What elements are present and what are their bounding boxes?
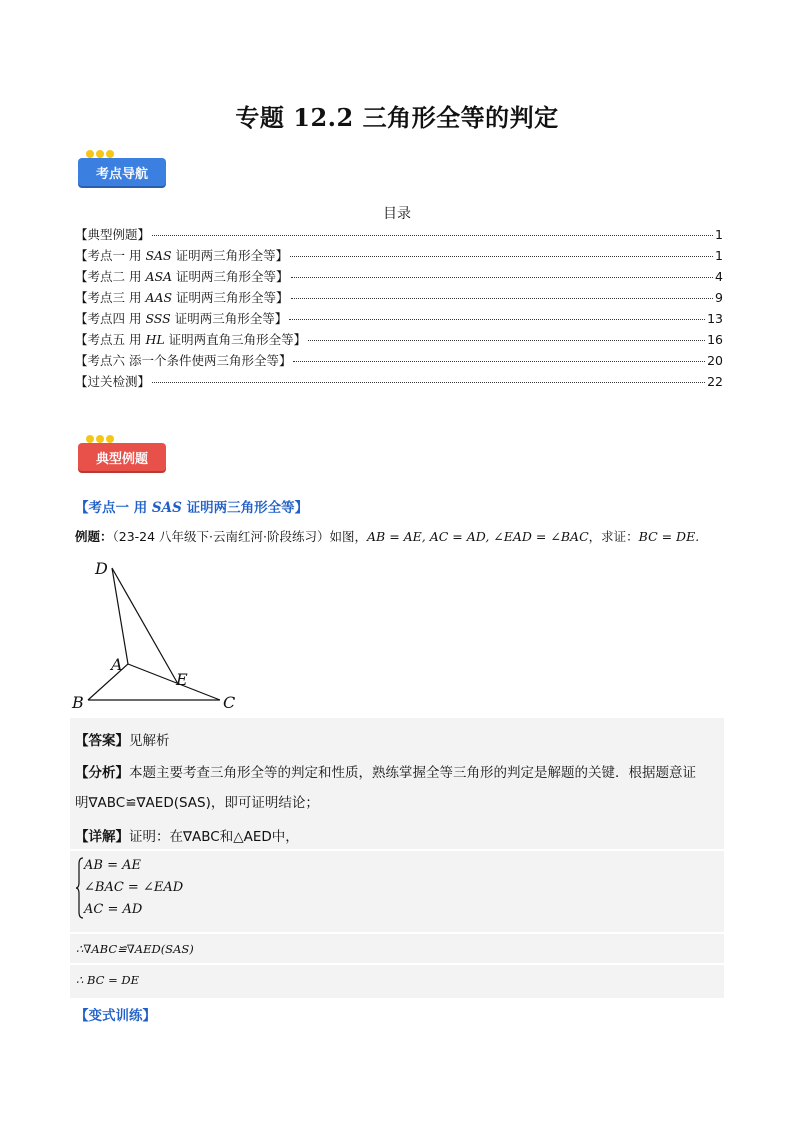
example-condition: AB = AE, AC = AD, ∠EAD = ∠BAC — [367, 529, 589, 544]
example-goal: BC = DE. — [638, 529, 700, 544]
analysis-line-1: 【分析】本题主要考查三角形全等的判定和性质，熟练掌握全等三角形的判定是解题的关键．根据题意证 — [75, 765, 696, 781]
nav-badge — [78, 158, 166, 186]
section-heading: 【考点一 用 SAS 证明两三角形全等】 — [75, 500, 309, 516]
examples-badge-label: 典型例题 — [95, 451, 148, 467]
point-label-B: B — [72, 693, 84, 712]
table-of-contents — [75, 225, 723, 393]
dot-leader — [291, 277, 713, 278]
toc-entry[interactable]: 【考点六 添一个条件使两三角形全等】 20 — [75, 353, 723, 368]
toc-entry[interactable]: 【考点二 用 ASA 证明两三角形全等】 4 — [75, 269, 723, 284]
equation-row: AC = AD — [84, 902, 143, 917]
divider — [70, 963, 724, 965]
segment-AC — [128, 664, 220, 700]
toc-page-number: 1 — [715, 248, 723, 263]
dot-leader — [289, 319, 705, 320]
toc-entry[interactable]: 【考点三 用 AAS 证明两三角形全等】 9 — [75, 290, 723, 305]
conclusion-result: ∴ BC = DE — [76, 973, 139, 987]
dot-leader — [152, 235, 713, 236]
dot-leader — [308, 340, 705, 341]
dot-leader — [293, 361, 705, 362]
toc-entry[interactable]: 【过关检测】 22 — [75, 374, 723, 389]
triangle-figure — [68, 556, 248, 716]
equation-row: ∠BAC = ∠EAD — [84, 880, 184, 895]
brace-icon — [76, 856, 84, 920]
conclusion-congruence: ∴∇ABC≌∇AED(SAS) — [76, 942, 194, 956]
divider — [70, 932, 724, 934]
toc-page-number: 4 — [715, 269, 723, 284]
toc-page-number: 20 — [707, 353, 723, 368]
toc-page-number: 16 — [707, 332, 723, 347]
point-label-C: C — [223, 693, 236, 712]
page-title: 专题 12.2 三角形全等的判定 — [235, 103, 559, 132]
dot-leader — [291, 298, 713, 299]
answer-line: 【答案】见解析 — [75, 733, 170, 749]
dots-icon — [86, 150, 114, 158]
toc-page-number: 1 — [715, 227, 723, 242]
divider — [70, 849, 724, 851]
answer-box — [70, 718, 724, 998]
dot-leader — [290, 256, 713, 257]
point-label-D: D — [95, 559, 108, 578]
toc-heading: 目录 — [383, 206, 411, 222]
toc-entry[interactable]: 【考点一 用 SAS 证明两三角形全等】 1 — [75, 248, 723, 263]
example-statement: 例题：（23-24 八年级下·云南红河·阶段练习）如图，AB = AE, AC = AD, ∠EAD = ∠BAC，求证：BC = DE. — [75, 529, 700, 544]
toc-page-number: 22 — [707, 374, 723, 389]
toc-entry[interactable]: 【典型例题】 1 — [75, 227, 723, 242]
point-label-E: E — [176, 670, 188, 689]
equation-row: AB = AE — [84, 858, 141, 873]
toc-entry[interactable]: 【考点五 用 HL 证明两直角三角形全等】 16 — [75, 332, 723, 347]
example-label: 例题： — [75, 529, 113, 544]
point-label-A: A — [111, 655, 123, 674]
detail-line: 【详解】证明：在∇ABC和△AED中， — [75, 829, 299, 845]
nav-badge-label: 考点导航 — [95, 166, 148, 182]
toc-entry[interactable]: 【考点四 用 SSS 证明两三角形全等】 13 — [75, 311, 723, 326]
analysis-line-2: 明∇ABC≌∇AED(SAS)，即可证明结论； — [75, 795, 319, 811]
examples-badge — [78, 443, 166, 471]
variant-training-heading: 【变式训练】 — [75, 1008, 156, 1024]
toc-page-number: 9 — [715, 290, 723, 305]
dot-leader — [152, 382, 705, 383]
dots-icon — [86, 435, 114, 443]
toc-page-number: 13 — [707, 311, 723, 326]
